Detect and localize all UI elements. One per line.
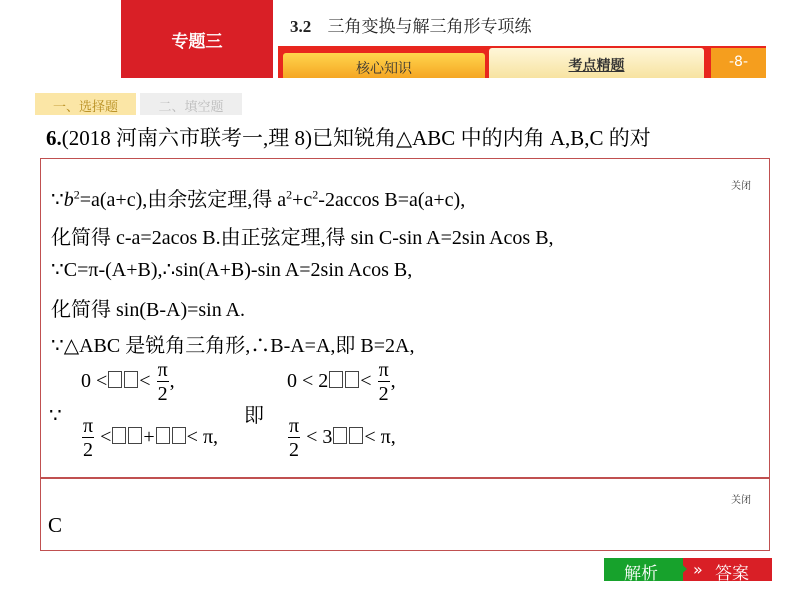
text-segment: <: [360, 370, 372, 393]
question-number: 6.: [46, 126, 62, 150]
solution-line: 化简得 c-a=2acos B.由正弦定理,得 sin C-sin A=2sin Acos B,: [51, 227, 554, 249]
section-title: 三角变换与解三角形专项练: [327, 17, 532, 37]
placeholder-glyph: [329, 371, 343, 388]
close-answer-button[interactable]: 关闭: [731, 495, 751, 506]
close-solution-button[interactable]: 关闭: [731, 181, 751, 192]
inequality-row: [81, 415, 218, 462]
tab-core-knowledge[interactable]: [283, 53, 485, 78]
denominator: 2: [289, 439, 300, 461]
page-number-badge: [711, 48, 766, 78]
tab-exam-points[interactable]: [489, 48, 704, 78]
placeholder-glyph: [333, 427, 347, 444]
text-segment: 0 <: [81, 370, 108, 393]
superscript: 2: [312, 187, 319, 202]
page-title: [290, 12, 531, 37]
text-segment: -2accos B=a(a+c),: [318, 189, 466, 211]
inequality-row: [81, 359, 175, 406]
placeholder-glyph: [172, 427, 186, 444]
denominator: 2: [157, 383, 168, 405]
tab-label: 一、选择题: [52, 100, 118, 115]
text-segment: +c: [292, 189, 313, 211]
numerator: π: [378, 359, 389, 381]
tab-multiple-choice[interactable]: [35, 93, 136, 115]
denominator: 2: [83, 439, 94, 461]
question-body: (2018 河南六市联考一,理 8)已知锐角△ABC 中的内角 A,B,C 的对: [61, 126, 651, 150]
placeholder-glyph: [128, 427, 142, 444]
arrow-icon: [675, 558, 687, 580]
analysis-button[interactable]: [604, 558, 683, 584]
solution-line: 化简得 sin(B-A)=sin A.: [51, 299, 246, 321]
tab-label: 二、填空题: [158, 100, 224, 115]
page-number: -8-: [728, 54, 748, 70]
analysis-button-label: 解析: [624, 564, 658, 584]
placeholder-glyph: [156, 427, 170, 444]
tab-fill-blank[interactable]: [140, 93, 242, 115]
placeholder-glyph: [108, 371, 122, 388]
chapter-label: 专题三: [171, 32, 223, 52]
text-segment: 0 < 2: [287, 370, 329, 393]
because-symbol: ∵: [51, 189, 64, 211]
solution-line: ∵C=π-(A+B),∴sin(A+B)-sin A=2sin Acos B,: [51, 259, 413, 281]
superscript: 2: [286, 187, 293, 202]
because-symbol: ∵: [49, 405, 62, 427]
answer-button-label: 答案: [715, 564, 749, 584]
numerator: π: [83, 415, 94, 437]
text-segment: ,: [390, 370, 396, 393]
text-segment: <: [139, 370, 151, 393]
text-segment: < π,: [364, 426, 396, 449]
text-segment: <: [100, 426, 112, 449]
solution-line: ∵△ABC 是锐角三角形,∴B-A=A,即 B=2A,: [51, 335, 415, 357]
fraction-pi-over-2: [157, 359, 169, 406]
fraction-pi-over-2: [378, 359, 390, 406]
fraction-pi-over-2: [82, 415, 94, 462]
superscript: 2: [73, 187, 80, 202]
numerator: π: [157, 359, 168, 381]
question-text: [46, 122, 651, 152]
tab-label: 考点精题: [568, 58, 625, 74]
placeholder-glyph: [112, 427, 126, 444]
ji-label: 即: [244, 405, 264, 427]
inequality-row: [287, 359, 396, 406]
fraction-pi-over-2: [288, 415, 300, 462]
inequality-row: [287, 415, 396, 462]
var-b: b: [63, 189, 74, 211]
placeholder-glyph: [349, 427, 363, 444]
text-segment: +: [143, 426, 155, 449]
text-segment: < 3: [306, 426, 333, 449]
tab-label: 核心知识: [356, 61, 412, 77]
text-segment: =a(a+c),由余弦定理,得 a: [79, 189, 287, 211]
text-segment: < π,: [186, 426, 219, 449]
placeholder-glyph: [345, 371, 359, 388]
denominator: 2: [378, 383, 389, 405]
chapter-banner: [121, 0, 273, 78]
answer-value: C: [48, 513, 63, 537]
section-number: 3.2: [290, 17, 312, 36]
answer-button[interactable]: [683, 558, 772, 584]
solution-panel: [40, 158, 770, 478]
double-arrow-icon: »: [693, 560, 703, 579]
placeholder-glyph: [124, 371, 138, 388]
text-segment: ,: [169, 370, 175, 393]
numerator: π: [289, 415, 300, 437]
solution-line: [51, 183, 465, 212]
answer-panel: [40, 478, 770, 551]
